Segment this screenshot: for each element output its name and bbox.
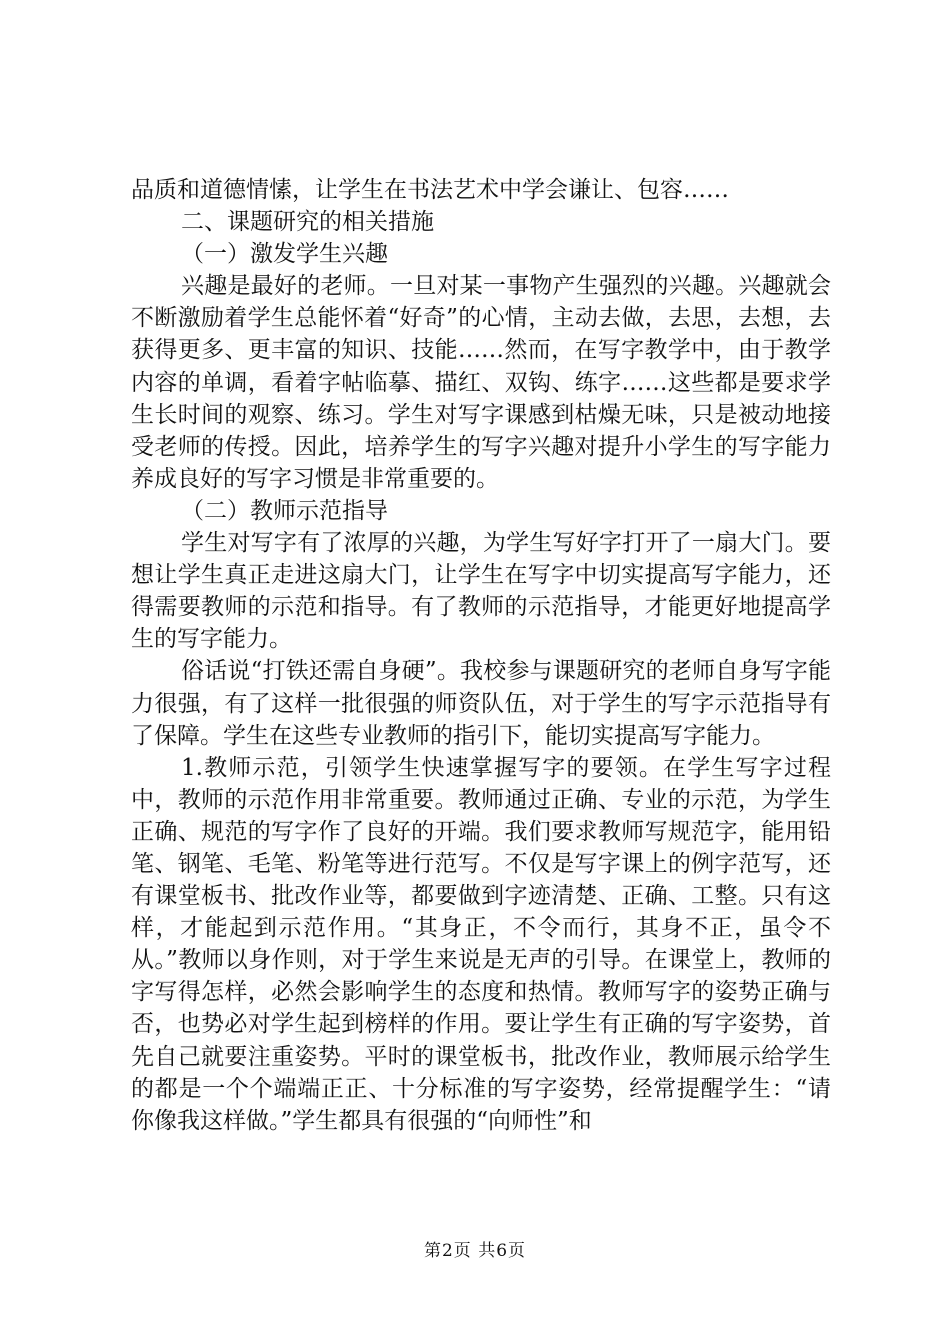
section-heading: 二、课题研究的相关措施 bbox=[181, 209, 434, 236]
paragraph: 俗话说“打铁还需自身硬”。我校参与课题研究的老师自身写字能力很强，有了这样一批很强的师资队伍，对于学生的写字示范指导有了保障。学生在这些专业教师的指引下，能切实提高写字能力。 bbox=[131, 658, 831, 749]
subsection-heading: （一）激发学生兴趣 bbox=[181, 241, 388, 268]
document-body bbox=[131, 174, 831, 1137]
paragraph: 兴趣是最好的老师。一旦对某一事物产生强烈的兴趣。兴趣就会不断激励着学生总能怀着“好奇”的心情，主动去做，去思，去想，去获得更多、更丰富的知识、技能……然而，在写字教学中，由于教学内容的单调，看着字帖临摹、描红、双钩、练字……这些都是要求学生长时间的观察、练习。学生对写字课感到枯燥无味，只是被动地接受老师的传授。因此，培养学生的写字兴趣对提升小学生的写字能力养成良好的写字习惯是非常重要的。 bbox=[131, 273, 831, 492]
paragraph: 学生对写字有了浓厚的兴趣，为学生写好字打开了一扇大门。要想让学生真正走进这扇大门，让学生在写字中切实提高写字能力，还得需要教师的示范和指导。有了教师的示范指导，才能更好地提高学生的写字能力。 bbox=[131, 530, 831, 653]
subsection-heading: （二）教师示范指导 bbox=[181, 497, 388, 524]
paragraph: 品质和道德情愫，让学生在书法艺术中学会谦让、包容…… bbox=[131, 177, 729, 203]
page-footer: 第2页 共6页 bbox=[423, 1241, 527, 1261]
paragraph: 1.教师示范，引领学生快速掌握写字的要领。在学生写字过程中，教师的示范作用非常重要。教师通过正确、专业的示范，为学生正确、规范的写字作了良好的开端。我们要求教师写规范字，能用铅笔、钢笔、毛笔、粉笔等进行范写。不仅是写字课上的例字范写，还有课堂板书、批改作业等，都要做到字迹清楚、正确、工整。只有这样，才能起到示范作用。“其身正，不令而行，其身不正，虽令不从。”教师以身作则，对于学生来说是无声的引导。在课堂上，教师的字写得怎样，必然会影响学生的态度和热情。教师写字的姿势正确与否，也势必对学生起到榜样的作用。要让学生有正确的写字姿势，首先自己就要注重姿势。平时的课堂板书，批改作业，教师展示给学生的都是一个个端端正正、十分标准的写字姿势，经常提醒学生：“请你像我这样做。”学生都具有很强的“向师性”和 bbox=[131, 754, 831, 1134]
